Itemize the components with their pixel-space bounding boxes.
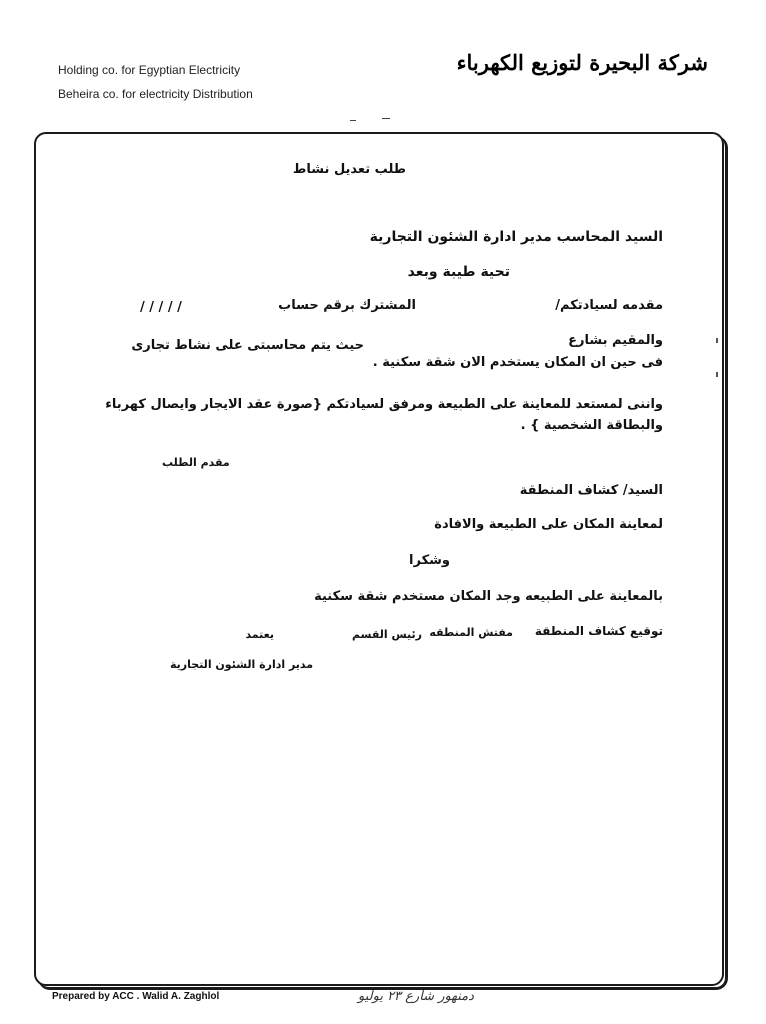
inspection-result-line: بالمعاينة على الطبيعه وجد المكان مستخدم شقة سكنية [314,589,663,604]
top-mark-1 [350,120,356,121]
holding-company-en: Holding co. for Egyptian Electricity [58,63,241,77]
company-name-en: Beheira co. for electricity Distribution [58,87,253,101]
account-number-slashes: / / / / / [140,300,182,315]
id-card-line: والبطاقة الشخصية } . [520,418,663,433]
commercial-activity-line: حيث يتم محاسبتى على نشاط تجارى [131,338,364,353]
inspector-addressee-line: السيد/ كشاف المنطقة [519,483,663,498]
footer-address: دمنهور شارع ٢٣ يوليو [358,989,474,1004]
thanks-line: وشكرا [409,553,450,568]
margin-mark-1 [716,338,718,343]
form-title: طلب تعديل نشاط [292,162,406,177]
applicant-prefix: مقدمه لسيادتكم/ [555,298,663,313]
greeting-line: تحية طيبة وبعد [407,264,510,280]
section-head-signature-label: رئيس القسم [352,628,422,641]
margin-mark-2 [716,372,718,377]
approval-label: يعتمد [245,628,274,641]
top-mark-2 [382,118,390,119]
account-number-label: المشترك برقم حساب [278,298,416,313]
company-name-ar: شركة البحيرة لتوزيع الكهرباء [456,50,708,75]
addressee-line: السيد المحاسب مدير ادارة الشئون التجارية [369,229,663,245]
current-use-line: فى حين ان المكان يستخدم الان شقة سكنية . [372,355,663,370]
inspection-readiness-line: واننى لمستعد للمعاينة على الطبيعة ومرفق لسيادتكم {صورة عقد الايجار وايصال كهرباء [105,397,663,412]
residence-label: والمقيم بشارع [568,333,663,348]
inspection-request-line: لمعاينة المكان على الطبيعة والافادة [434,517,663,532]
applicant-signature-label: مقدم الطلب [162,456,230,469]
inspector-signature-label: مفتش المنطقه [429,626,513,639]
commercial-manager-label: مدير ادارة الشئون التجارية [170,658,314,671]
prepared-by: Prepared by ACC . Walid A. Zaghlol [52,991,220,1002]
form-frame [34,132,724,986]
reader-signature-label: توقيع كشاف المنطقة [534,624,663,638]
